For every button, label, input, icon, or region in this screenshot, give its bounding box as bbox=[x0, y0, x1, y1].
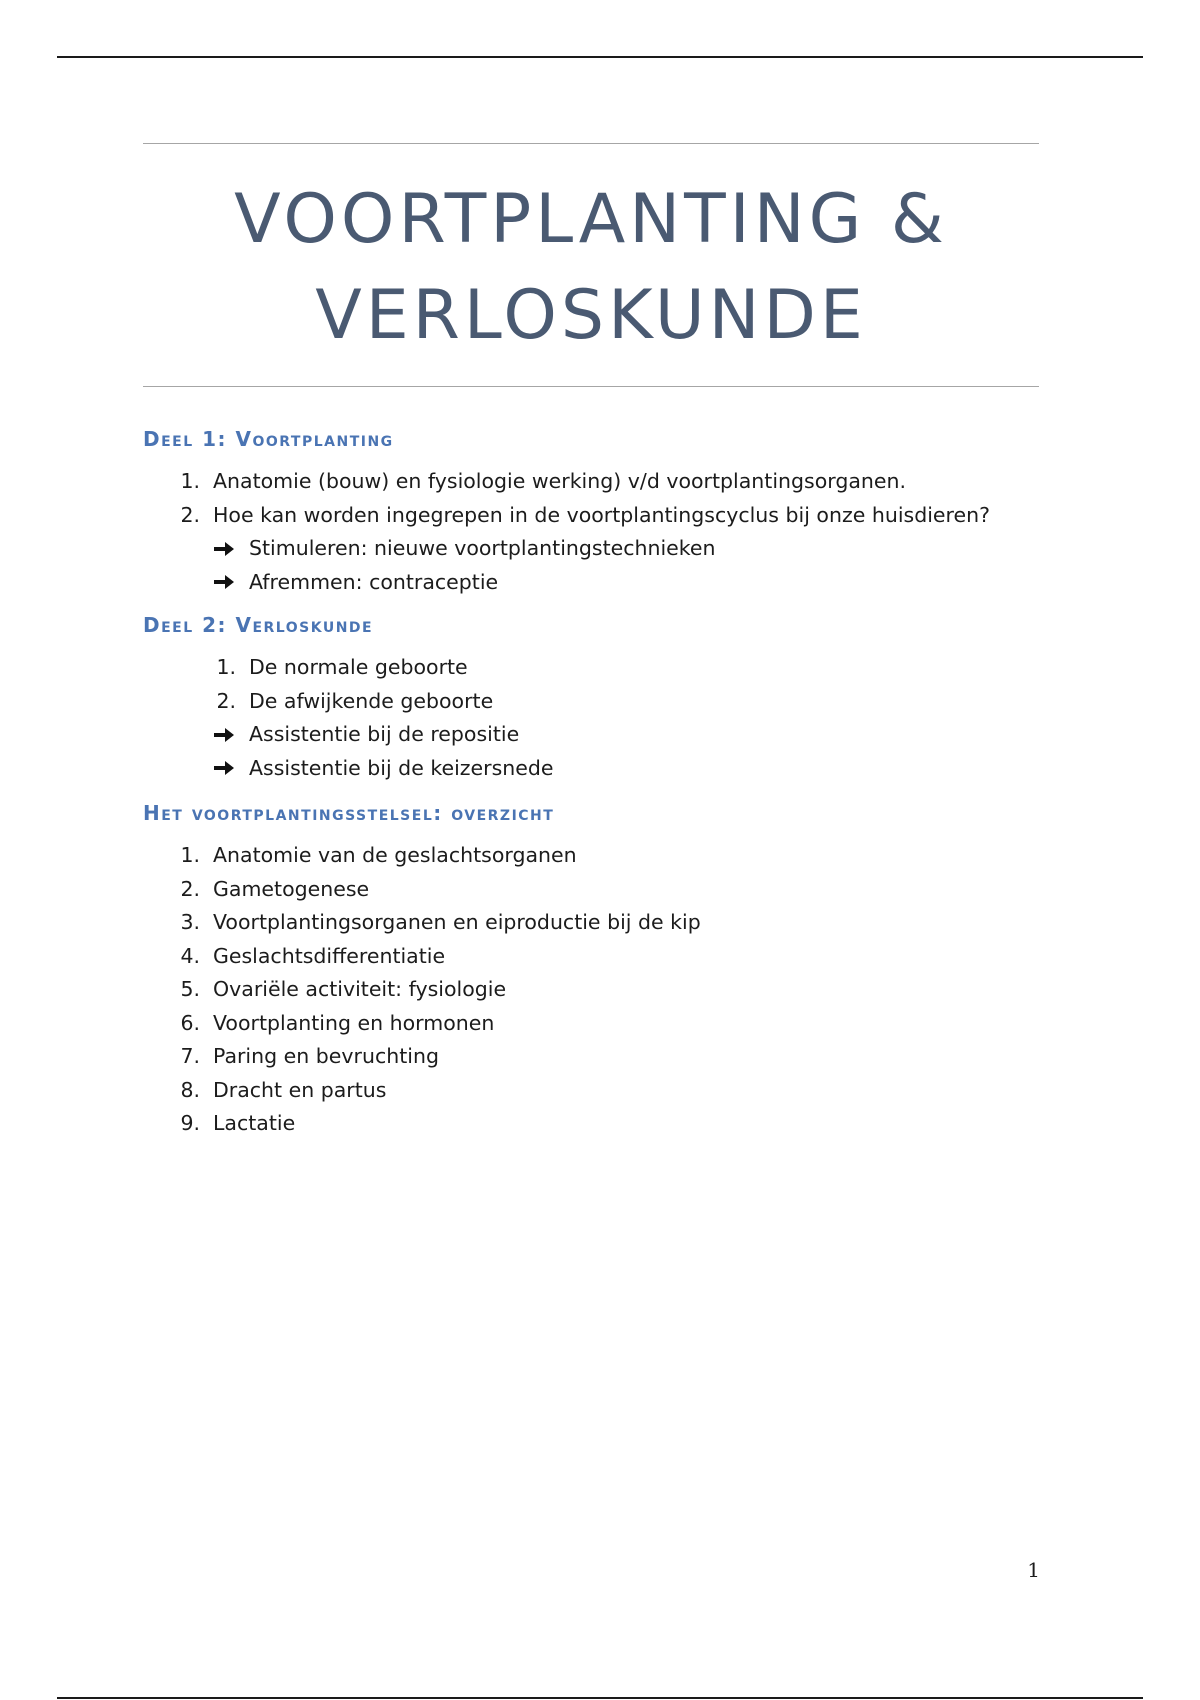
arrow-right-icon bbox=[213, 718, 249, 752]
list-text: De afwijkende geboorte bbox=[249, 688, 494, 713]
section-heading-overzicht: Het voortplantingsstelsel: overzicht bbox=[143, 801, 555, 825]
arrow-item-text: Stimuleren: nieuwe voortplantingstechnieken bbox=[249, 536, 716, 560]
arrow-list-item bbox=[143, 718, 1039, 752]
list-number: 9. bbox=[180, 1111, 200, 1135]
list-item bbox=[143, 1040, 1039, 1074]
arrow-item-text: Afremmen: contraceptie bbox=[249, 569, 499, 594]
list-item bbox=[143, 499, 1039, 533]
document-page bbox=[143, 143, 1039, 1141]
list-number: 2. bbox=[180, 876, 200, 901]
list-text: Anatomie (bouw) en fysiologie werking) v/d voortplantingsorganen. bbox=[213, 469, 907, 493]
list-item bbox=[143, 906, 1039, 940]
arrow-list-item bbox=[143, 566, 1039, 600]
arrow-right-icon bbox=[213, 752, 249, 786]
list-text: Ovariële activiteit: fysiologie bbox=[213, 977, 507, 1001]
list-number: 6. bbox=[180, 1010, 200, 1035]
section-1-list bbox=[143, 465, 1039, 599]
list-text: Voortplanting en hormonen bbox=[213, 1010, 495, 1035]
title-block bbox=[143, 143, 1039, 387]
section-heading-deel-1: Deel 1: Voortplanting bbox=[143, 427, 394, 451]
list-number: 2. bbox=[180, 502, 200, 527]
list-item bbox=[143, 873, 1039, 907]
arrow-item-text: Assistentie bij de repositie bbox=[249, 722, 520, 746]
list-text: Gametogenese bbox=[213, 876, 370, 901]
list-number: 7. bbox=[180, 1044, 200, 1068]
list-text: Anatomie van de geslachtsorganen bbox=[213, 843, 577, 867]
arrow-right-icon bbox=[213, 532, 249, 566]
arrow-list-item bbox=[143, 532, 1039, 566]
list-item bbox=[143, 465, 1039, 499]
list-number: 1. bbox=[180, 843, 200, 867]
list-item bbox=[143, 1107, 1039, 1141]
list-number: 1. bbox=[180, 469, 200, 493]
list-text: Lactatie bbox=[213, 1111, 296, 1135]
list-item bbox=[143, 685, 1039, 719]
arrow-list-item bbox=[143, 752, 1039, 786]
section-heading-deel-2: Deel 2: Verloskunde bbox=[143, 613, 374, 637]
list-item bbox=[143, 1074, 1039, 1108]
section-2-list bbox=[143, 651, 1039, 785]
arrow-right-icon bbox=[213, 566, 249, 600]
list-item bbox=[143, 940, 1039, 974]
list-text: Dracht en partus bbox=[213, 1077, 387, 1102]
list-number: 8. bbox=[180, 1077, 200, 1102]
list-text: Paring en bevruchting bbox=[213, 1044, 439, 1068]
section-3-list bbox=[143, 839, 1039, 1141]
list-text: Voortplantingsorganen en eiproductie bij de kip bbox=[213, 910, 701, 934]
page-top-rule bbox=[57, 56, 1143, 58]
list-text: De normale geboorte bbox=[249, 655, 468, 679]
list-number: 2. bbox=[216, 688, 236, 713]
list-number: 3. bbox=[180, 910, 200, 934]
list-text: Geslachtsdifferentiatie bbox=[213, 943, 446, 968]
list-number: 1. bbox=[216, 655, 236, 679]
arrow-item-text: Assistentie bij de keizersnede bbox=[249, 755, 554, 780]
page-bottom-rule bbox=[57, 1697, 1143, 1699]
list-item bbox=[143, 1007, 1039, 1041]
list-text: Hoe kan worden ingegrepen in de voortplantingscyclus bij onze huisdieren? bbox=[213, 502, 990, 527]
list-item bbox=[143, 651, 1039, 685]
list-item bbox=[143, 973, 1039, 1007]
title-line-1: VOORTPLANTING & bbox=[234, 180, 948, 259]
list-item bbox=[143, 839, 1039, 873]
title-line-2: VERLOSKUNDE bbox=[315, 276, 867, 355]
page-number: 1 bbox=[1027, 1558, 1040, 1582]
list-number: 5. bbox=[180, 977, 200, 1001]
list-number: 4. bbox=[180, 943, 200, 968]
